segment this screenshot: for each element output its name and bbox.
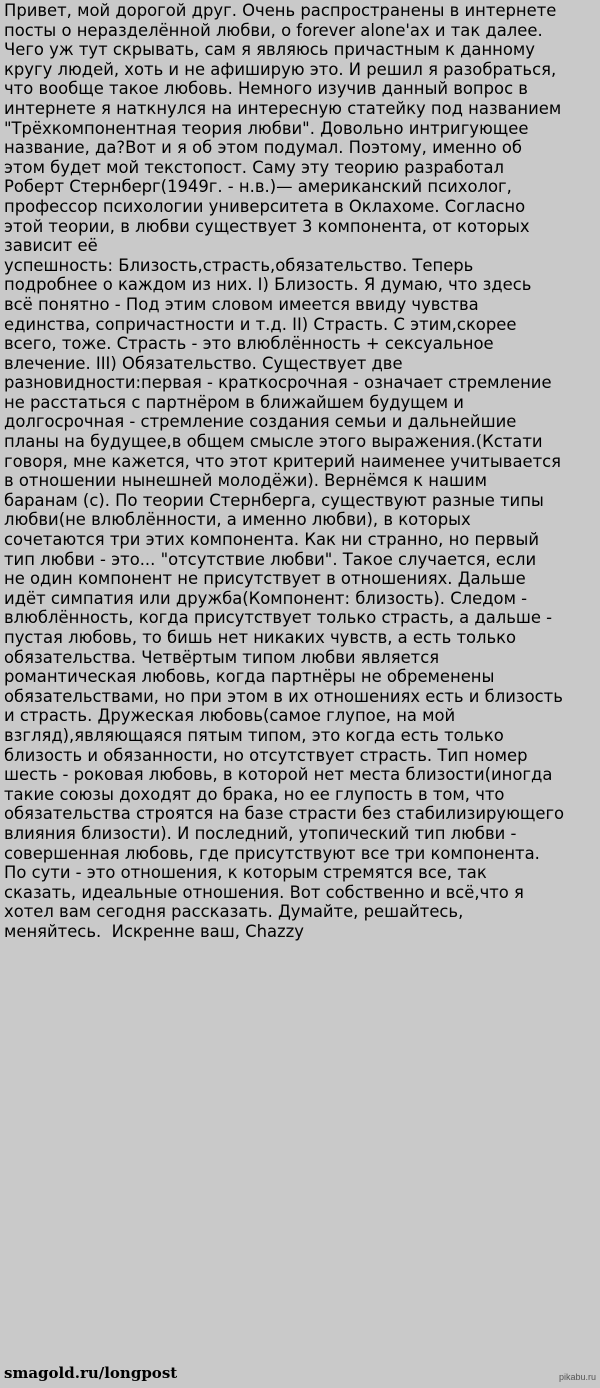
text-line: влияния близости). И последний, утопический тип любви - bbox=[4, 823, 517, 843]
text-line: в отношении нынешней молодёжи). Вернёмся к нашим bbox=[4, 471, 488, 491]
text-line: такие союзы доходят до брака, но ее глупость в том, что bbox=[4, 784, 505, 804]
text-line: Роберт Стернберг(1949г. - н.в.)— американский психолог, bbox=[4, 177, 512, 197]
text-line: любви(не влюблённости, а именно любви), в которых bbox=[4, 510, 471, 530]
text-line: пустая любовь, то бишь нет никаких чувств, а есть только bbox=[4, 628, 517, 647]
text-line: интернете я наткнулся на интересную статейку под названием bbox=[4, 98, 562, 118]
text-line: тип любви - это... "отсутствие любви". Такое случается, если bbox=[4, 549, 537, 569]
text-line: единства, сопричастности и т.д. II) Страсть. С этим,скорее bbox=[4, 314, 517, 334]
text-line: долгосрочная - стремление создания семьи и дальнейшие bbox=[4, 412, 517, 432]
text-line: влюблённость, когда присутствует только страсть, а дальше - bbox=[4, 608, 553, 628]
text-line: идёт симпатия или дружба(Компонент: близость). Следом - bbox=[4, 588, 528, 608]
text-line: обязательствами, но при этом в их отношениях есть и близость bbox=[4, 686, 563, 706]
text-line: обязательства строятся на базе страсти без стабилизирующего bbox=[4, 804, 565, 824]
text-line: что вообще такое любовь. Немного изучив данный вопрос в bbox=[4, 79, 528, 99]
text-line: успешность: Близость,страсть,обязательство. Теперь bbox=[4, 255, 474, 275]
text-line: баранам (с). По теории Стернберга, существуют разные типы bbox=[4, 490, 544, 510]
text-line: не расстаться с партнёром в ближайшем будущем и bbox=[4, 392, 464, 412]
text-line: говоря, мне кажется, что этот критерий наименее учитывается bbox=[4, 451, 562, 471]
text-line: этом будет мой текстопост. Саму эту теорию разработал bbox=[4, 157, 504, 177]
text-line: посты о неразделённой любви, о forever alone'ах и так далее. bbox=[4, 20, 543, 40]
text-line: кругу людей, хоть и не афиширую это. И решил я разобраться, bbox=[4, 59, 557, 79]
text-line: название, да?Вот и я об этом подумал. Поэтому, именно об bbox=[4, 138, 522, 158]
text-line: и страсть. Дружеская любовь(самое глупое, на мой bbox=[4, 706, 456, 726]
source-link[interactable]: smagold.ru/longpost bbox=[4, 1364, 178, 1382]
text-line: хотел вам сегодня рассказать. Думайте, решайтесь, bbox=[4, 902, 464, 922]
text-line: романтическая любовь, когда партнёры не обременены bbox=[4, 667, 495, 687]
text-line: всего, тоже. Страсть - это влюблённость + сексуальное bbox=[4, 334, 494, 354]
text-line: Чего уж тут скрывать, сам я являюсь причастным к данному bbox=[4, 40, 535, 60]
post-text bbox=[4, 1, 596, 942]
text-line: близость и обязанности, но отсутствует страсть. Тип номер bbox=[4, 745, 528, 765]
text-line: сочетаются три этих компонента. Как ни странно, но первый bbox=[4, 530, 539, 550]
text-line: взгляд),являющаяся пятым типом, это когда есть только bbox=[4, 725, 504, 745]
text-line: совершенная любовь, где присутствуют все три компонента. bbox=[4, 843, 540, 863]
text-line: шесть - роковая любовь, в которой нет места близости(иногда bbox=[4, 765, 553, 785]
text-line: разновидности:первая - краткосрочная - означает стремление bbox=[4, 373, 552, 393]
text-line: Привет, мой дорогой друг. Очень распространены в интернете bbox=[4, 1, 557, 20]
text-line: меняйтесь. Искренне ваш, Chazzy bbox=[4, 921, 304, 941]
text-line: этой теории, в любви существует 3 компонента, от которых bbox=[4, 216, 530, 236]
text-line: планы на будущее,в общем смысле этого выражения.(Кстати bbox=[4, 432, 543, 452]
text-line: "Трёхкомпонентная теория любви". Довольно интригующее bbox=[4, 118, 529, 138]
text-line: не один компонент не присутствует в отношениях. Дальше bbox=[4, 569, 526, 589]
watermark: pikabu.ru bbox=[558, 1372, 596, 1382]
text-line: обязательства. Четвёртым типом любви является bbox=[4, 647, 440, 667]
text-line: подробнее о каждом из них. I) Близость. Я думаю, что здесь bbox=[4, 275, 532, 295]
text-line: зависит её bbox=[4, 236, 98, 256]
text-line: профессор психологии университета в Оклахоме. Согласно bbox=[4, 196, 526, 216]
text-line: влечение. III) Обязательство. Существует две bbox=[4, 353, 403, 373]
text-line: всё понятно - Под этим словом имеется ввиду чувства bbox=[4, 294, 479, 314]
text-line: По сути - это отношения, к которым стремятся все, так bbox=[4, 863, 487, 883]
text-line: сказать, идеальные отношения. Вот собственно и всё,что я bbox=[4, 882, 524, 902]
